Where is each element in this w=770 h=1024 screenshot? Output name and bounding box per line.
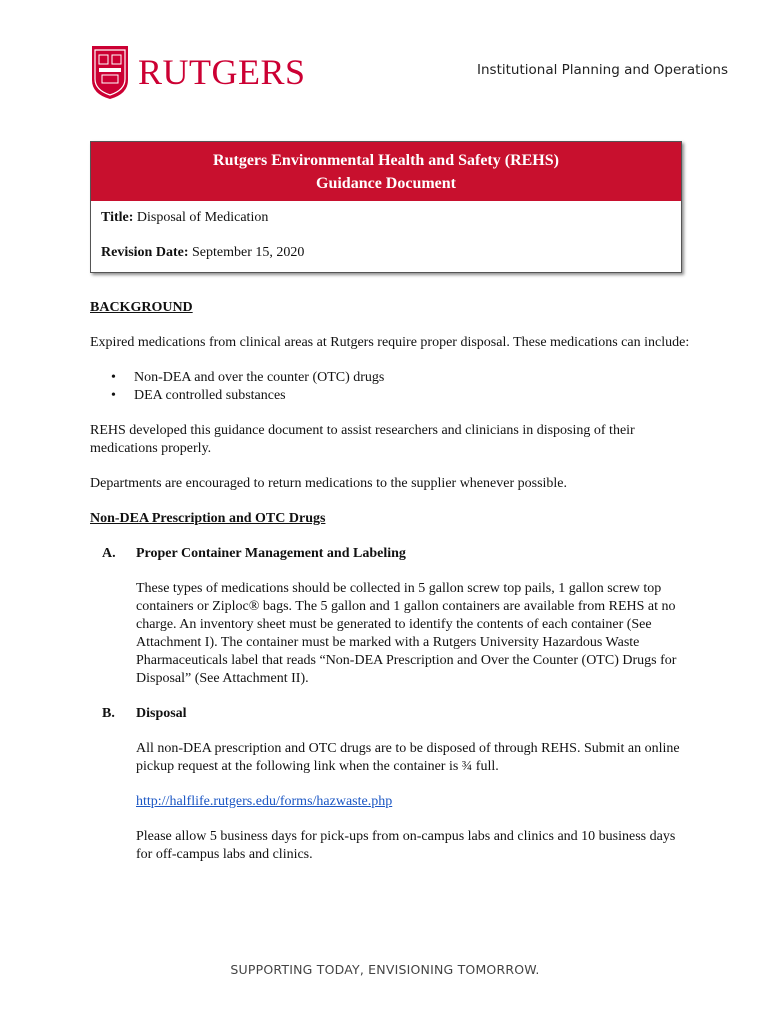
section-a-body: These types of medications should be collected in 5 gallon screw top pails, 1 gallon screw top containers or Ziploc® bags. The 5 gallon and 1 gallon containers are available from REHS at no charge. An inventory sheet must be generated to identify the contents of each container (See Attachment I). The container must be marked with a Rutgers University Hazardous Waste Pharmaceuticals label that reads “Non-DEA Prescription and Over the Counter (OTC) Drugs for Disposal” (See Attachment II). — [136, 581, 677, 686]
non-dea-heading: Non-DEA Prescription and OTC Drugs — [90, 511, 326, 526]
revision-value: September 15, 2020 — [192, 245, 305, 260]
heading-line-2: Guidance Document — [316, 175, 456, 192]
background-heading: BACKGROUND — [90, 300, 193, 315]
section-a-heading — [102, 545, 692, 563]
hazwaste-pickup-link[interactable]: http://halflife.rutgers.edu/forms/hazwaste.php — [136, 794, 393, 809]
rutgers-shield-icon — [90, 44, 130, 100]
background-paragraph-3: Departments are encouraged to return medications to the supplier whenever possible. — [90, 476, 568, 491]
background-paragraph-2: REHS developed this guidance document to assist researchers and clinicians in disposing of their medications properly. — [90, 423, 635, 456]
list-item: • DEA controlled substances — [134, 387, 692, 405]
rutgers-logo — [90, 44, 306, 100]
document-body — [90, 299, 692, 881]
section-b-title: Disposal — [136, 706, 187, 721]
medication-types-list — [90, 369, 692, 405]
title-row — [101, 209, 671, 227]
section-b-body-2: Please allow 5 business days for pick-ups from on-campus labs and clinics and 10 business days for off-campus labs and clinics. — [136, 829, 676, 862]
list-item: • Non-DEA and over the counter (OTC) drugs — [134, 369, 692, 387]
revision-label: Revision Date: — [101, 245, 189, 260]
document-meta — [91, 201, 681, 272]
document-info-box — [90, 141, 682, 273]
heading-line-1: Rutgers Environmental Health and Safety (REHS) — [213, 152, 559, 169]
section-a-title: Proper Container Management and Labeling — [136, 546, 406, 561]
section-b-heading — [102, 705, 692, 723]
background-intro: Expired medications from clinical areas at Rutgers require proper disposal. These medications can include: — [90, 335, 690, 350]
footer-tagline: SUPPORTING TODAY, ENVISIONING TOMORROW. — [230, 962, 540, 977]
section-b-body: All non-DEA prescription and OTC drugs are to be disposed of through REHS. Submit an online pickup request at the following link when the container is ¾ full. — [136, 741, 680, 774]
document-heading — [91, 142, 681, 201]
title-value: Disposal of Medication — [136, 210, 269, 225]
department-name: Institutional Planning and Operations — [477, 62, 728, 78]
section-b-number: B. — [102, 706, 115, 721]
revision-row — [101, 244, 671, 262]
pickup-link-row — [136, 793, 692, 811]
section-a-number: A. — [102, 546, 116, 561]
title-label: Title: — [101, 210, 134, 225]
logo-wordmark: RUTGERS — [138, 52, 306, 92]
